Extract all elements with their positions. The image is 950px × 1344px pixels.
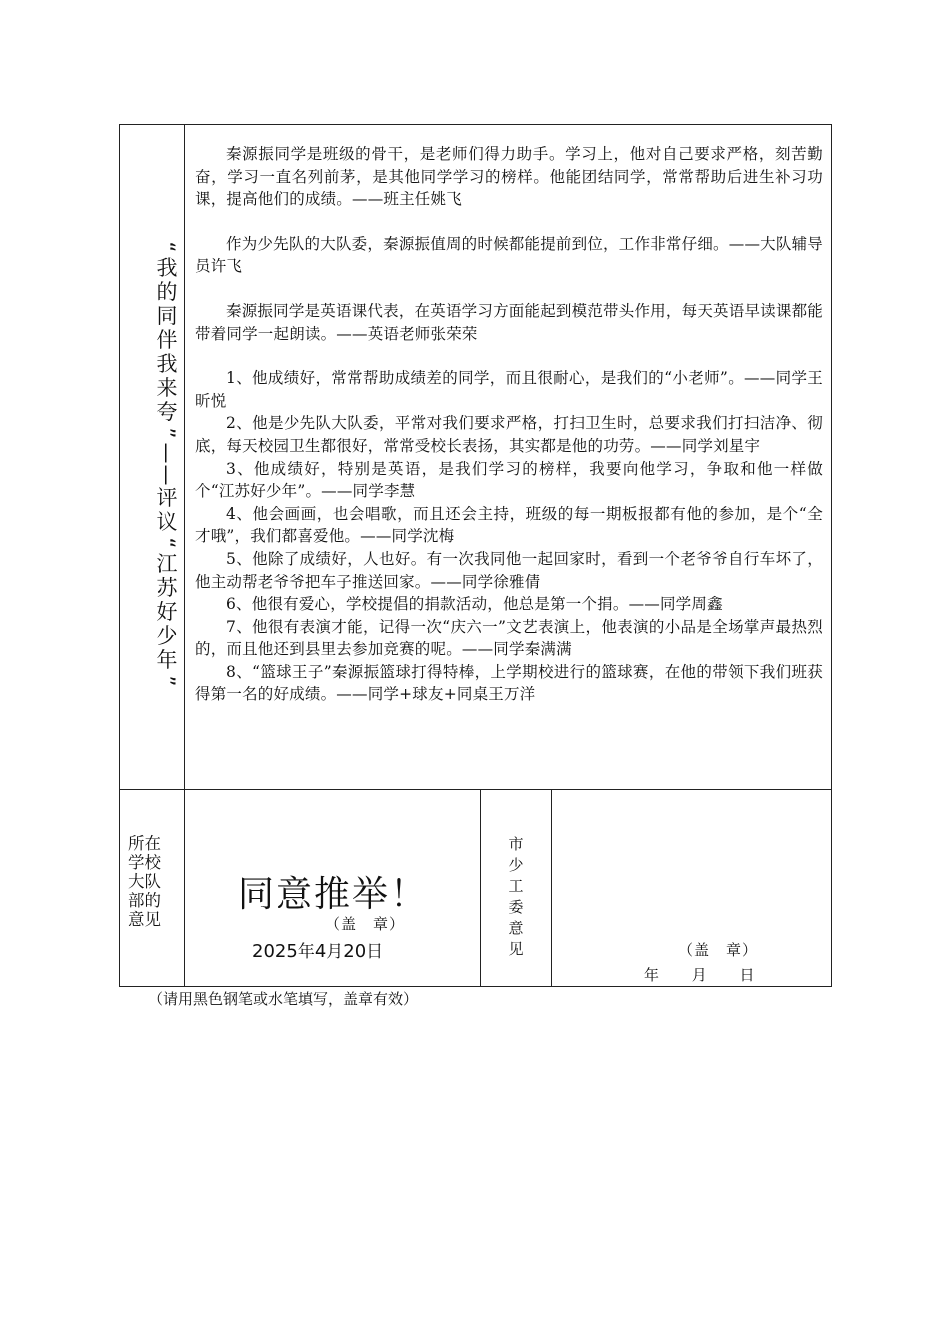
- teacher-comment: 作为少先队的大队委，秦源振值周的时候都能提前到位，工作非常仔细。——大队辅导员许飞: [195, 234, 823, 276]
- school-opinion-text: 同意推举！: [238, 874, 429, 915]
- section-title-char: —: [155, 442, 179, 464]
- school-opinion-date: 2025年4月20日: [252, 941, 384, 962]
- table-bottom-border: [119, 986, 832, 987]
- teacher-comment: 秦源振同学是英语课代表，在英语学习方面能起到模范带头作用，每天英语早读课都能带着同学一起朗读。——英语老师张荣荣: [195, 301, 823, 343]
- section-title-char: 夸: [156, 400, 178, 424]
- city-seal-label: （盖 章）: [678, 941, 759, 959]
- teacher-comment: 秦源振同学是班级的骨干，是老师们得力助手。学习上，他对自己要求严格，刻苦勤奋，学习一直名列前茅，是其他同学学习的榜样。他能团结同学，常常帮助后进生补习功课，提高他们的成绩。——班主任姚飞: [195, 145, 823, 209]
- section-title-char: “: [155, 537, 179, 549]
- section-title-char: “: [155, 241, 179, 253]
- section-title-char: 少: [156, 624, 178, 648]
- comments-cell: [195, 143, 823, 706]
- table-right-border: [831, 124, 832, 987]
- table-top-border: [119, 124, 832, 125]
- section-title-char: 苏: [156, 576, 178, 600]
- classmate-comment: 7、他很有表演才能，记得一次“庆六一”文艺表演上，他表演的小品是全场掌声最热烈的，而且他还到县里去参加竞赛的呢。——同学秦满满: [195, 617, 823, 659]
- section-title-char: 我: [156, 352, 178, 376]
- classmate-comment: 2、他是少先队大队委，平常对我们要求严格，打扫卫生时，总要求我们打扫洁净、彻底，每天校园卫生都很好，常常受校长表扬，其实都是他的功劳。——同学刘星宇: [195, 414, 823, 455]
- section-title: [149, 238, 185, 690]
- section-title-char: 同: [156, 304, 178, 328]
- section-title-char: 我: [156, 256, 178, 280]
- table-middle-border: [119, 789, 832, 790]
- section-title-char: 来: [156, 376, 178, 400]
- footnote: （请用黑色钢笔或水笔填写，盖章有效）: [148, 990, 419, 1008]
- school-seal-label: （盖 章）: [325, 915, 406, 933]
- section-title-char: 伴: [156, 328, 178, 352]
- classmate-comment: 3、他成绩好，特别是英语，是我们学习的榜样，我要向他学习，争取和他一样做个“江苏好少年”。——同学李慧: [195, 459, 823, 501]
- classmate-comment: 1、他成绩好，常常帮助成绩差的同学，而且很耐心，是我们的“小老师”。——同学王昕悦: [195, 369, 823, 410]
- section-title-char: 江: [156, 552, 178, 576]
- classmate-comment: 6、他很有爱心，学校提倡的捐款活动，他总是第一个捐。——同学周鑫: [226, 595, 723, 614]
- section-title-char: 议: [156, 510, 178, 534]
- table-left-border: [119, 124, 120, 987]
- classmate-comment: 4、他会画画，也会唱歌，而且还会主持，班级的每一期板报都有他的参加，是个“全才哦”，我们都喜爱他。——同学沈梅: [195, 504, 823, 546]
- classmate-comment: 5、他除了成绩好，人也好。有一次我同他一起回家时，看到一个老爷爷自行车坏了，他主动帮老爷爷把车子推送回家。——同学徐雅倩: [195, 549, 823, 591]
- section-title-char: ”: [155, 427, 179, 439]
- city-opinion-label: 市 少 工 委 意 见: [508, 835, 524, 958]
- school-opinion-label: 所在 学校 大队 部的 意见: [128, 834, 161, 929]
- section-title-char: ”: [155, 675, 179, 687]
- section-title-char: —: [155, 464, 179, 486]
- section-title-char: 评: [156, 486, 178, 510]
- section-title-char: 的: [156, 280, 178, 304]
- classmate-comment: 8、“篮球王子”秦源振篮球打得特棒，上学期校进行的篮球赛，在他的带领下我们班获得第一名的好成绩。——同学+球友+同桌王万洋: [195, 662, 823, 704]
- city-opinion-date: 年 月 日: [644, 966, 755, 984]
- section-title-char: 年: [156, 648, 178, 672]
- bottom-row-divider-2: [551, 789, 552, 987]
- bottom-row-divider-1: [480, 789, 481, 987]
- section-title-char: 好: [156, 600, 178, 624]
